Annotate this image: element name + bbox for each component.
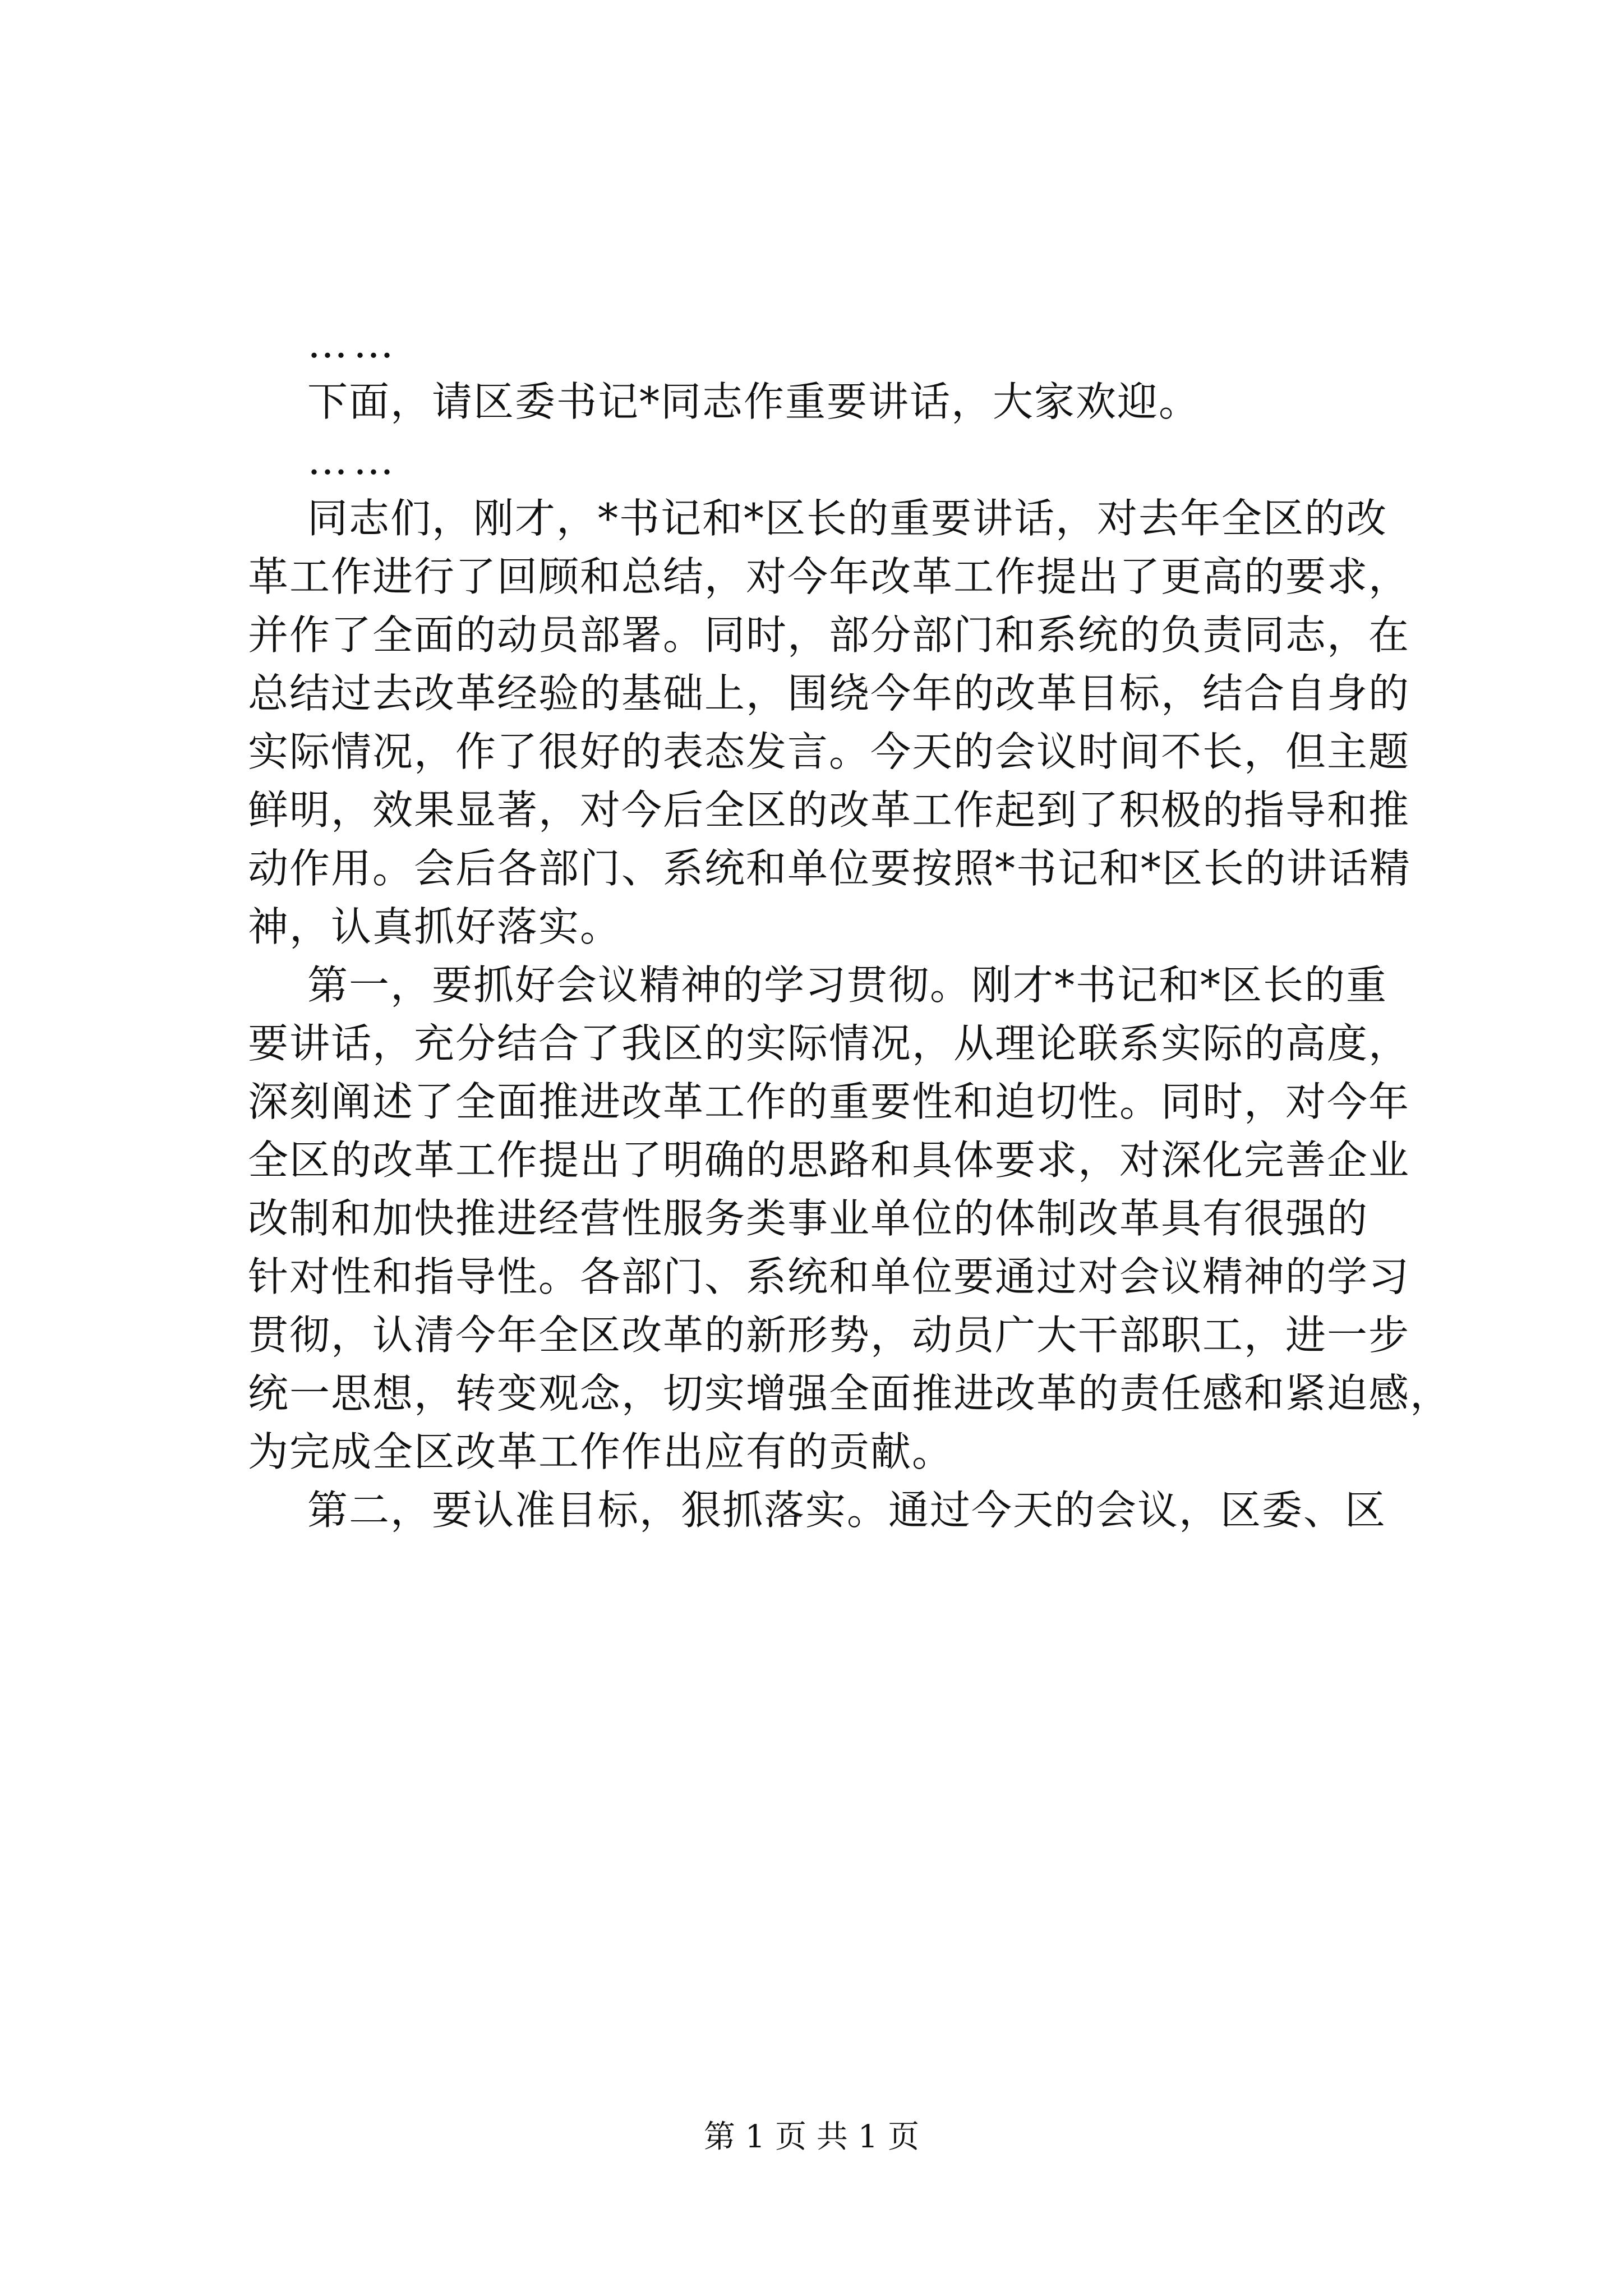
text-line: 总结过去改革经验的基础上，围绕今年的改革目标，结合自身的: [248, 670, 1410, 717]
text-line: 改制和加快推进经营性服务类事业单位的体制改革具有很强的: [248, 1195, 1369, 1242]
ellipsis-line: ……: [307, 320, 399, 367]
text-line: 要讲话，充分结合了我区的实际情况，从理论联系实际的高度，: [248, 1020, 1410, 1067]
text-line: 统一思想，转变观念，切实增强全面推进改革的责任感和紧迫感，: [248, 1370, 1452, 1417]
text-line: 针对性和指导性。各部门、系统和单位要通过对会议精神的学习: [248, 1253, 1410, 1300]
paragraph-first-line: 同志们，刚才，*书记和*区长的重要讲话，对去年全区的改: [307, 495, 1388, 542]
text-line: 并作了全面的动员部署。同时，部分部门和系统的负责同志，在: [248, 611, 1410, 659]
text-line: 动作用。会后各部门、系统和单位要按照*书记和*区长的讲话精: [248, 845, 1412, 892]
page-number-footer: 第 1 页 共 1 页: [703, 2119, 920, 2155]
text-line: 鲜明，效果显著，对今后全区的改革工作起到了积极的指导和推: [248, 786, 1410, 834]
paragraph-first-line: 第一，要抓好会议精神的学习贯彻。刚才*书记和*区长的重: [307, 961, 1388, 1009]
text-line: 为完成全区改革工作作出应有的贡献。: [248, 1428, 954, 1475]
text-line: 实际情况，作了很好的表态发言。今天的会议时间不长，但主题: [248, 728, 1410, 775]
ellipsis-line: ……: [307, 436, 399, 484]
text-line: 贯彻，认清今年全区改革的新形势，动员广大干部职工，进一步: [248, 1312, 1410, 1359]
text-line: 深刻阐述了全面推进改革工作的重要性和迫切性。同时，对今年: [248, 1078, 1410, 1125]
text-line: 全区的改革工作提出了明确的思路和具体要求，对深化完善企业: [248, 1137, 1410, 1184]
paragraph-first-line: 第二，要认准目标，狠抓落实。通过今天的会议，区委、区: [307, 1487, 1387, 1534]
document-body: [248, 314, 1452, 1539]
text-line: 下面，请区委书记*同志作重要讲话，大家欢迎。: [307, 378, 1201, 425]
text-line: 革工作进行了回顾和总结，对今年改革工作提出了更高的要求，: [248, 553, 1410, 600]
text-line: 神，认真抓好落实。: [248, 903, 622, 950]
